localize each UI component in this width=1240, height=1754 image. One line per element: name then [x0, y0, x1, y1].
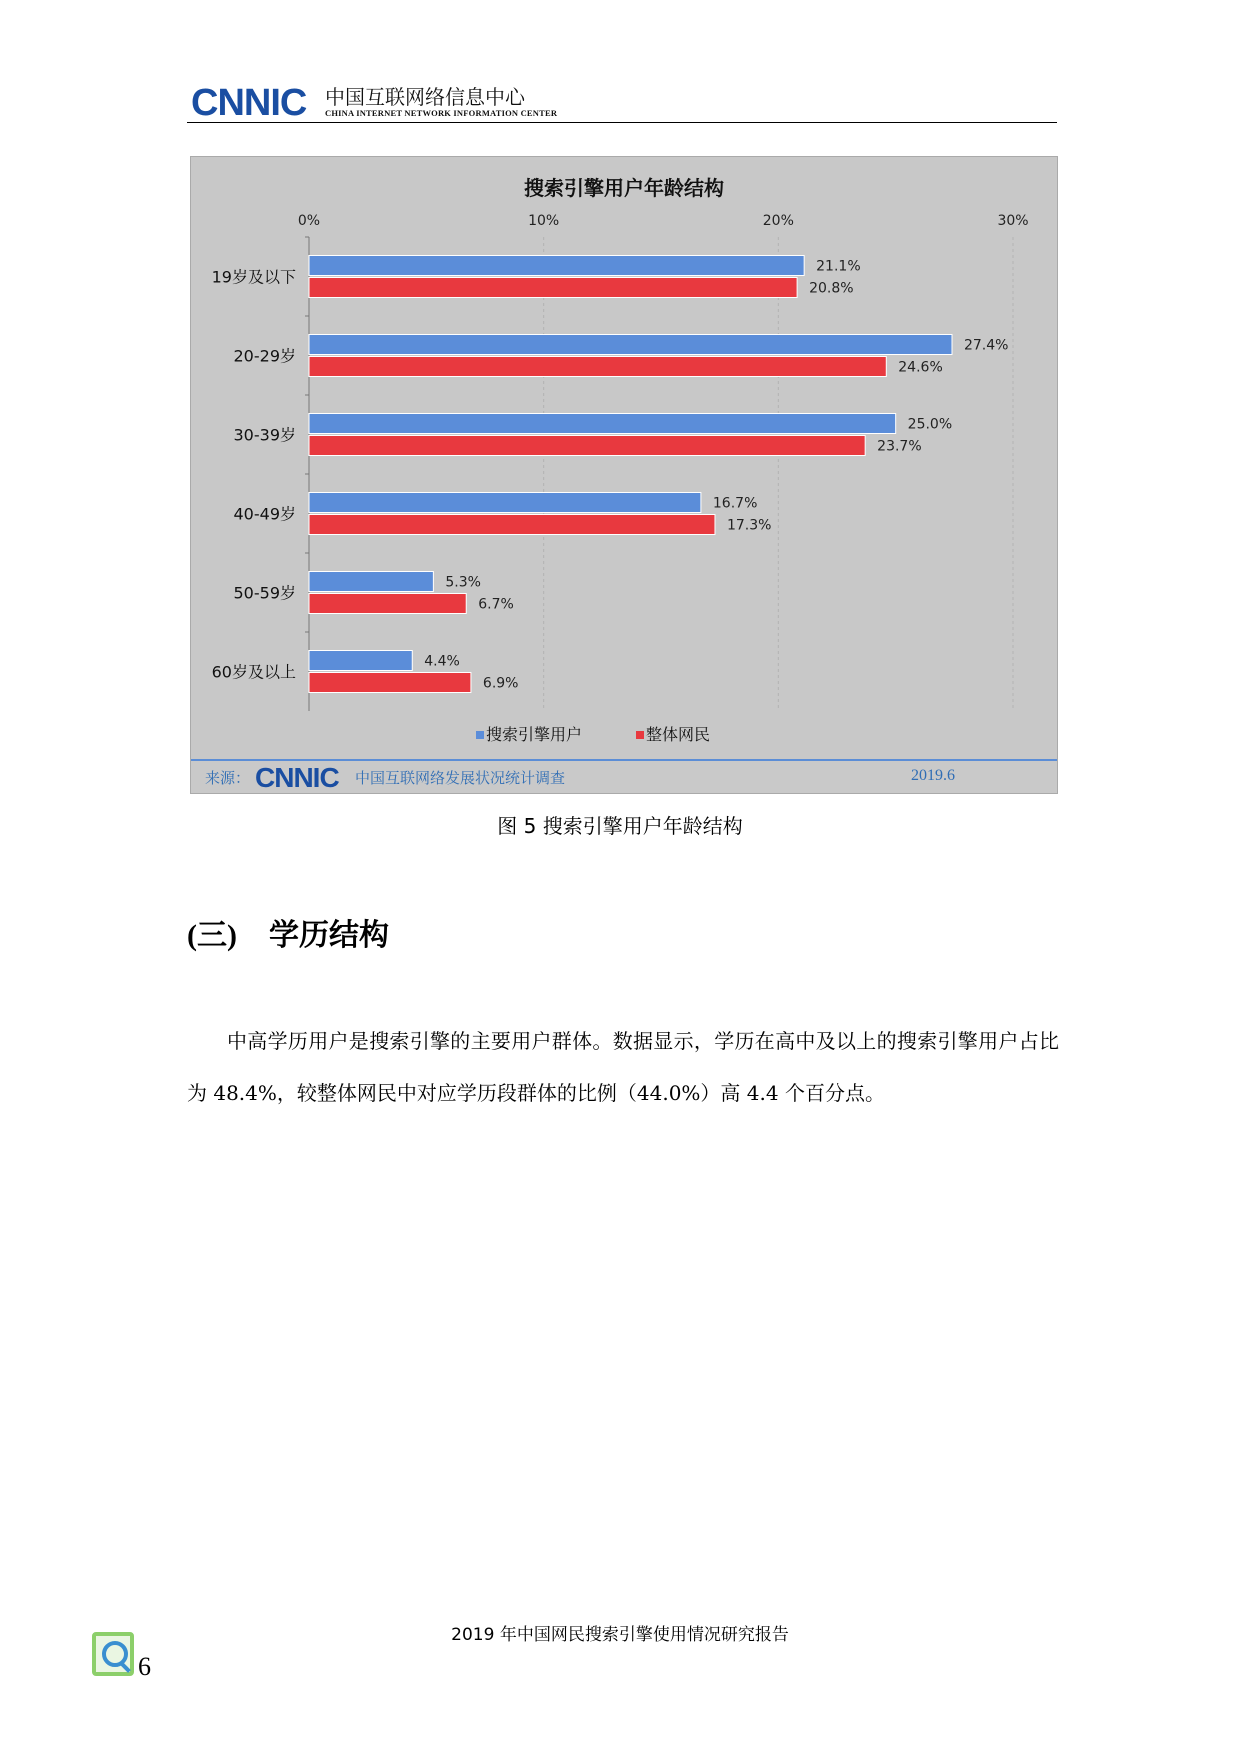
legend-swatch [636, 731, 644, 739]
bar-all-netizens [309, 594, 466, 614]
category-label: 30-39岁 [233, 425, 296, 445]
org-name-cn: 中国互联网络信息中心 [325, 85, 525, 109]
data-label: 23.7% [877, 438, 922, 455]
section-number: (三) [187, 919, 237, 952]
body-paragraph: 中高学历用户是搜索引擎的主要用户群体。数据显示，学历在高中及以上的搜索引擎用户占比为 48.4%，较整体网民中对应学历段群体的比例（44.0%）高 4.4 个百分点。 [187, 1029, 1059, 1105]
x-tick-label: 10% [528, 213, 560, 229]
org-name-en: CHINA INTERNET NETWORK INFORMATION CENTER [325, 108, 558, 118]
footer-report-title: 2019 年中国网民搜索引擎使用情况研究报告 [451, 1625, 789, 1645]
x-tick-label: 30% [997, 213, 1029, 229]
data-label: 5.3% [445, 574, 481, 591]
category-label: 60岁及以上 [211, 662, 296, 682]
section-title: 学历结构 [268, 918, 389, 953]
data-label: 21.1% [816, 258, 861, 275]
cnnic-logo: CNNIC [191, 82, 307, 124]
bar-search-users [309, 651, 412, 671]
legend-label: 整体网民 [646, 725, 711, 744]
page-header [187, 80, 1057, 123]
bar-all-netizens [309, 436, 865, 456]
legend-label: 搜索引擎用户 [486, 725, 583, 744]
section-heading [187, 910, 389, 954]
data-label: 6.7% [478, 596, 514, 613]
bar-all-netizens [309, 673, 471, 693]
chart-container [190, 156, 1058, 794]
bar-search-users [309, 572, 433, 592]
bar-search-users [309, 414, 896, 434]
source-label: 来源： [205, 769, 251, 787]
page-number: 6 [138, 1652, 151, 1681]
age-structure-chart [191, 157, 1057, 759]
bar-all-netizens [309, 515, 715, 535]
x-tick-label: 20% [762, 213, 794, 229]
source-text: 中国互联网络发展状况统计调查 [355, 769, 566, 787]
search-magnifier-icon [92, 1632, 134, 1676]
category-label: 50-59岁 [233, 583, 296, 603]
data-label: 24.6% [898, 359, 943, 376]
category-label: 40-49岁 [233, 504, 296, 524]
data-label: 17.3% [726, 517, 772, 534]
data-label: 6.9% [482, 675, 519, 692]
data-label: 25.0% [907, 416, 953, 433]
chart-title: 搜索引擎用户年龄结构 [524, 176, 724, 200]
bar-search-users [309, 256, 804, 276]
bar-search-users [309, 335, 952, 355]
category-label: 19岁及以下 [211, 267, 296, 287]
x-tick-label: 0% [297, 213, 321, 229]
figure-caption: 图 5 搜索引擎用户年龄结构 [497, 814, 743, 838]
bar-search-users [309, 493, 701, 513]
data-label: 4.4% [424, 653, 460, 670]
legend-swatch [476, 731, 484, 739]
data-label: 27.4% [963, 337, 1009, 354]
bar-all-netizens [309, 357, 886, 377]
category-label: 20-29岁 [233, 346, 296, 366]
data-label: 20.8% [809, 280, 854, 297]
chart-source-bar [191, 759, 1057, 794]
bar-all-netizens [309, 278, 797, 298]
source-cnnic-logo: CNNIC [255, 762, 339, 793]
data-label: 16.7% [712, 495, 758, 512]
source-date: 2019.6 [911, 767, 955, 784]
